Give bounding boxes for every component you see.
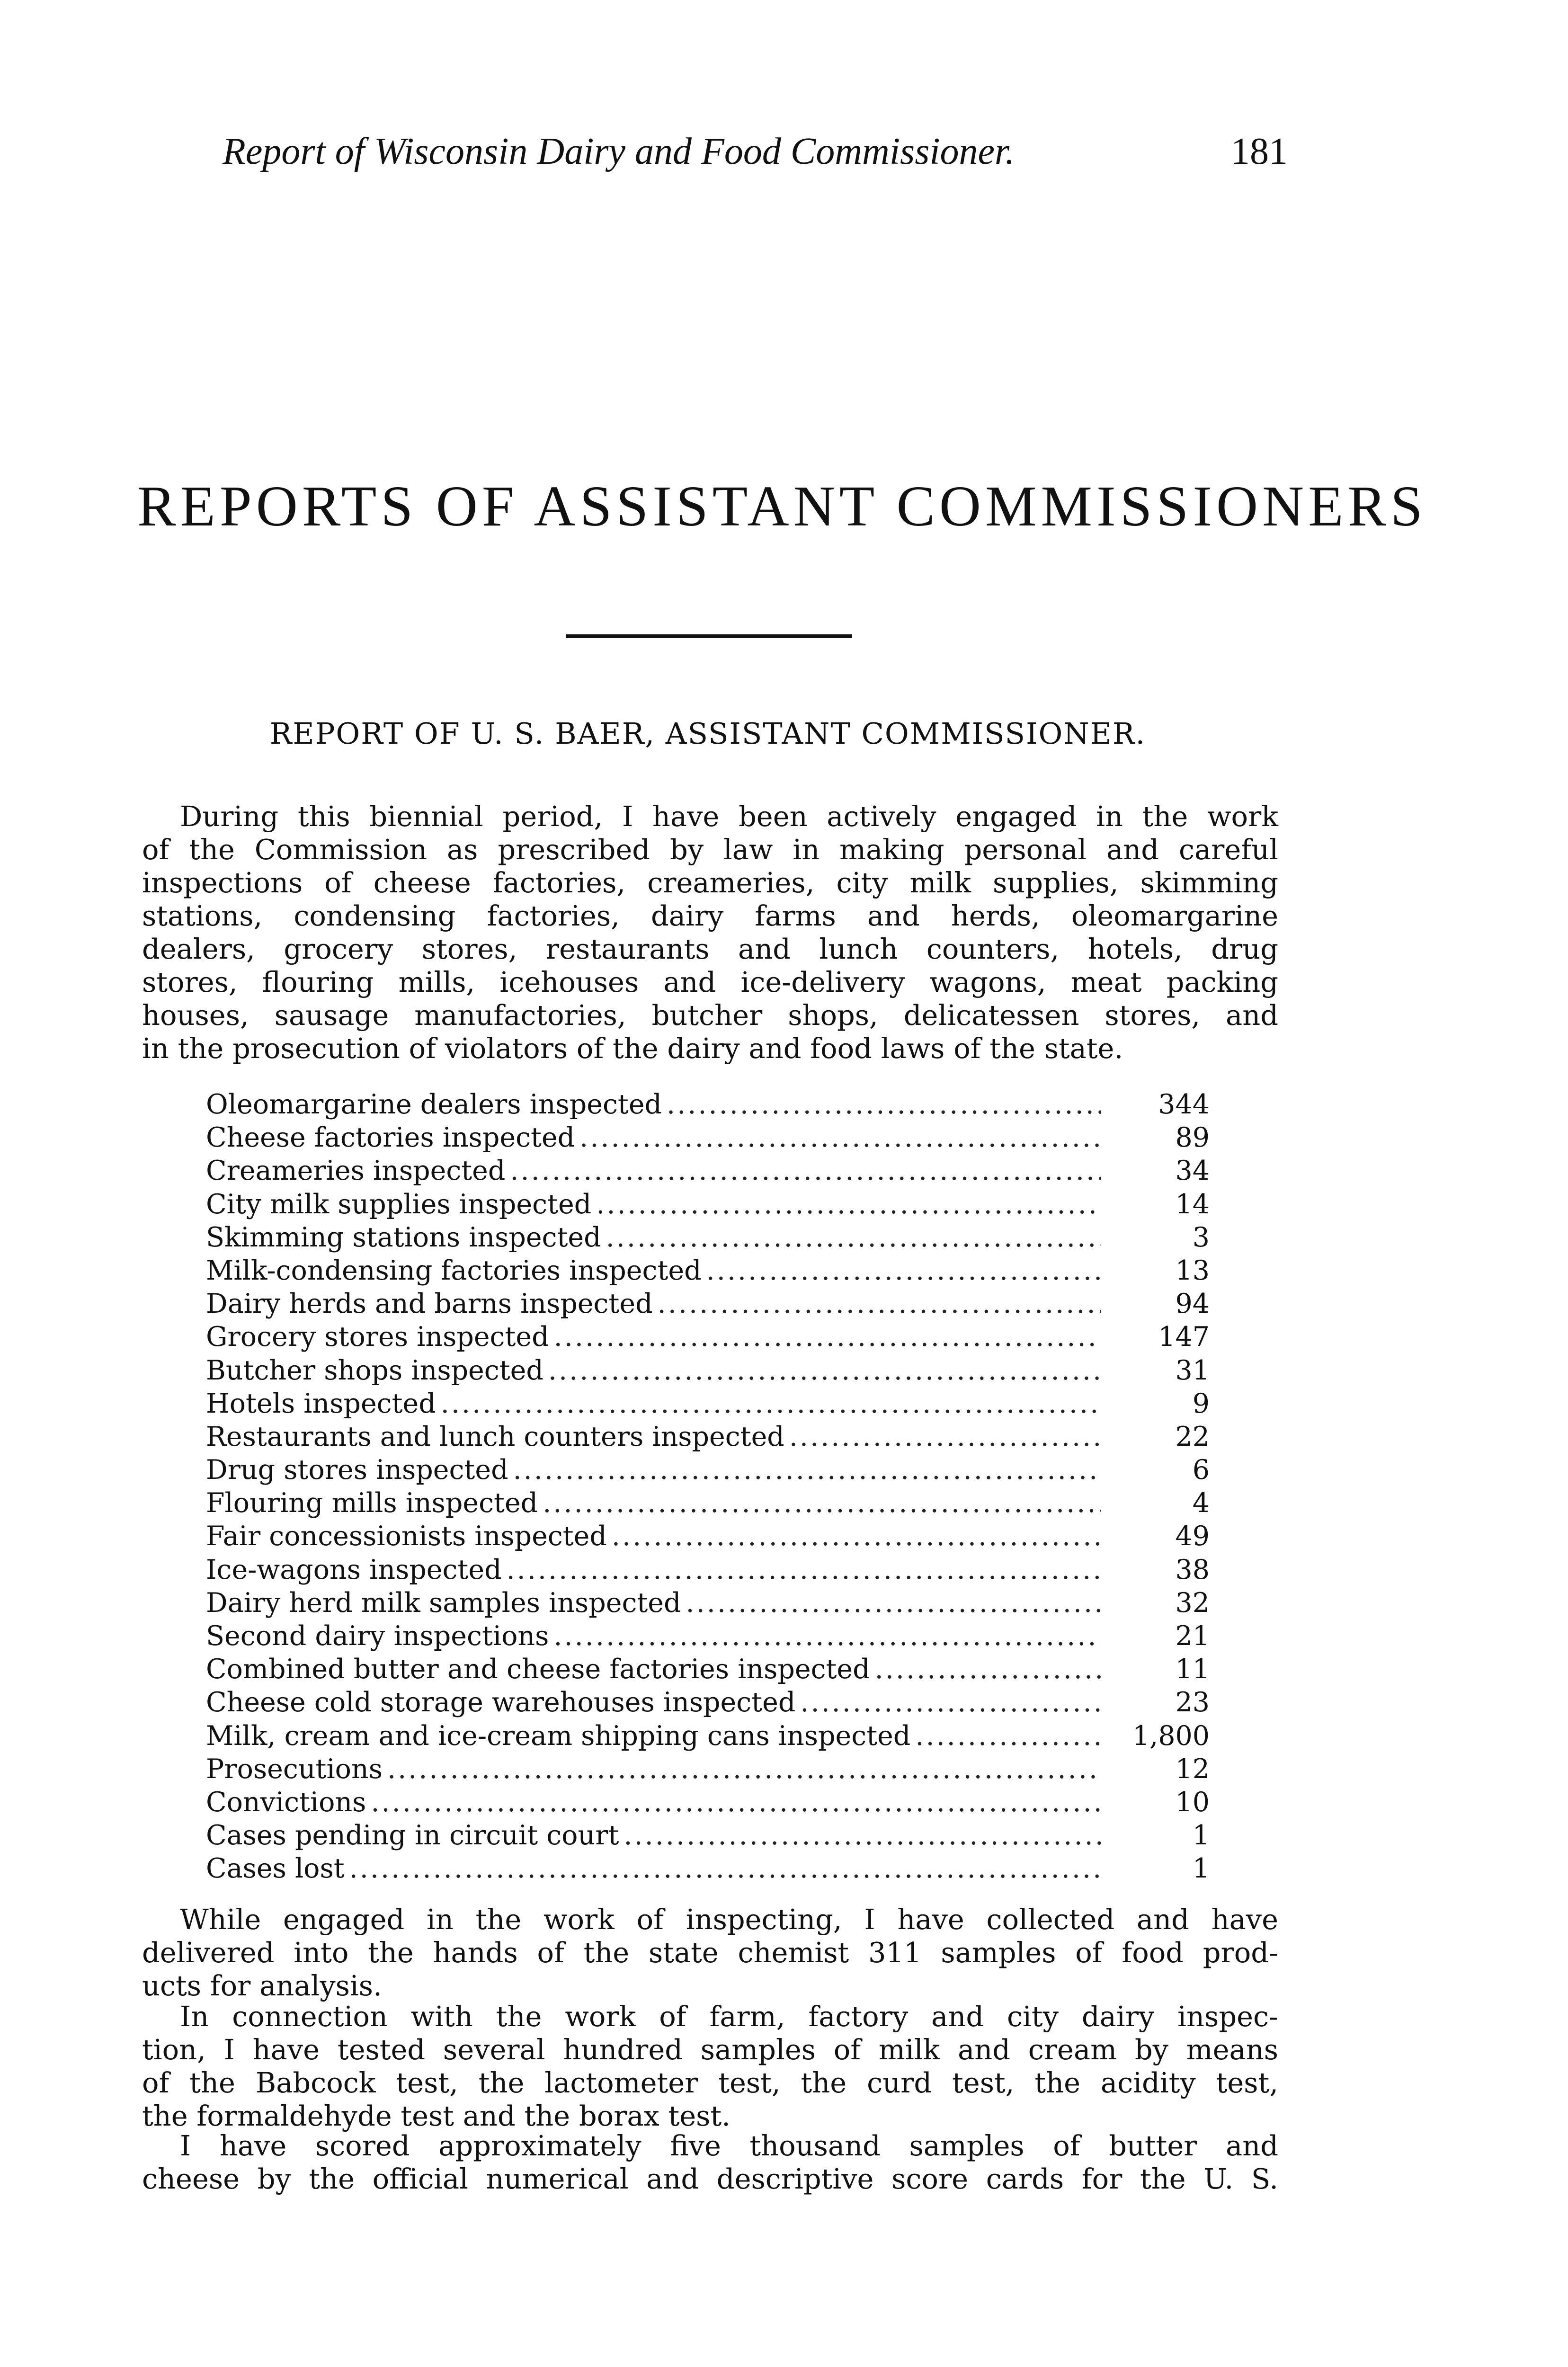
- stat-value: 6: [1192, 1454, 1210, 1486]
- paragraph-line: houses, sausage manufactories, butcher shops, delicatessen stores, and: [142, 999, 1278, 1032]
- running-title: Report of Wisconsin Dairy and Food Commissioner.: [223, 131, 1015, 172]
- stat-label: Combined butter and cheese factories inspected: [206, 1654, 870, 1685]
- stat-value: 89: [1175, 1122, 1210, 1154]
- stat-value: 344: [1158, 1089, 1210, 1120]
- stat-label: Fair concessionists inspected: [206, 1521, 607, 1552]
- stat-value: 32: [1175, 1587, 1210, 1619]
- stat-label: Drug stores inspected: [206, 1454, 508, 1486]
- dot-leader: [507, 1553, 1101, 1586]
- paragraph-line: ucts for analysis.: [142, 1969, 382, 2002]
- dot-leader: [624, 1819, 1101, 1852]
- stat-row: [206, 1553, 1210, 1586]
- dot-leader: [612, 1520, 1101, 1553]
- stat-row: [206, 1586, 1210, 1620]
- dot-leader: [606, 1221, 1101, 1254]
- paragraph-line: While engaged in the work of inspecting, I have collected and have: [180, 1903, 1278, 1936]
- stat-value: 10: [1175, 1786, 1210, 1818]
- stat-label: Restaurants and lunch counters inspected: [206, 1421, 784, 1452]
- stat-label: City milk supplies inspected: [206, 1188, 592, 1220]
- dot-leader: [513, 1453, 1101, 1486]
- dot-leader: [543, 1486, 1101, 1520]
- paragraph-line: the formaldehyde test and the borax test.: [142, 2100, 731, 2132]
- dot-leader: [875, 1653, 1101, 1686]
- paragraph-line: in the prosecution of violators of the dairy and food laws of the state.: [142, 1032, 1123, 1065]
- stat-row: [206, 1154, 1210, 1187]
- stat-value: 14: [1175, 1188, 1210, 1220]
- paragraph-line: inspections of cheese factories, creameries, city milk supplies, skimming: [142, 866, 1278, 899]
- dot-leader: [800, 1686, 1101, 1719]
- stat-label: Cheese factories inspected: [206, 1122, 575, 1154]
- stat-row: [206, 1354, 1210, 1387]
- stat-row: [206, 1188, 1210, 1221]
- stat-row: [206, 1620, 1210, 1653]
- stat-row: [206, 1819, 1210, 1852]
- stat-label: Milk, cream and ice-cream shipping cans inspected: [206, 1720, 911, 1752]
- stat-label: Second dairy inspections: [206, 1620, 549, 1652]
- dot-leader: [510, 1154, 1101, 1187]
- stat-label: Ice-wagons inspected: [206, 1554, 502, 1585]
- stat-value: 23: [1175, 1687, 1210, 1718]
- stat-value: 21: [1175, 1620, 1210, 1652]
- paragraph-line: During this biennial period, I have been actively engaged in the work: [180, 800, 1278, 833]
- dot-leader: [387, 1753, 1101, 1786]
- stat-row: [206, 1753, 1210, 1786]
- paragraph-line: of the Commission as prescribed by law in making personal and careful: [142, 833, 1278, 866]
- stat-label: Cases lost: [206, 1853, 345, 1885]
- stat-row: [206, 1420, 1210, 1453]
- stat-row: [206, 1686, 1210, 1719]
- paragraph-line: of the Babcock test, the lactometer test, the curd test, the acidity test,: [142, 2066, 1278, 2099]
- page-number: 181: [1231, 131, 1288, 172]
- stat-label: Butcher shops inspected: [206, 1354, 543, 1386]
- stat-row: [206, 1453, 1210, 1486]
- dot-leader: [548, 1354, 1101, 1387]
- paragraph-line: I have scored approximately five thousand samples of butter and: [180, 2129, 1278, 2162]
- stat-label: Dairy herds and barns inspected: [206, 1288, 653, 1320]
- paragraph-line: dealers, grocery stores, restaurants and lunch counters, hotels, drug: [142, 933, 1278, 965]
- paragraph-line: stores, flouring mills, icehouses and ice-delivery wagons, meat packing: [142, 966, 1278, 998]
- stat-row: [206, 1653, 1210, 1686]
- stat-value: 49: [1175, 1521, 1210, 1552]
- stat-row: [206, 1254, 1210, 1287]
- dot-leader: [658, 1287, 1101, 1320]
- stat-label: Milk-condensing factories inspected: [206, 1255, 702, 1286]
- section-title: REPORTS OF ASSISTANT COMMISSIONERS: [137, 474, 1427, 538]
- stat-value: 22: [1175, 1421, 1210, 1452]
- stat-value: 13: [1175, 1255, 1210, 1286]
- stat-value: 1: [1192, 1853, 1210, 1885]
- paragraph-line: delivered into the hands of the state chemist 311 samples of food prod-: [142, 1936, 1278, 1969]
- dot-leader: [706, 1254, 1101, 1287]
- dot-leader: [579, 1121, 1101, 1154]
- stat-label: Dairy herd milk samples inspected: [206, 1587, 681, 1619]
- stat-label: Prosecutions: [206, 1753, 383, 1785]
- inspection-statistics-table: [206, 1088, 1210, 1886]
- report-title: REPORT OF U. S. BAER, ASSISTANT COMMISSIONER.: [269, 716, 1146, 751]
- stat-value: 9: [1192, 1388, 1210, 1419]
- dot-leader: [789, 1420, 1101, 1453]
- dot-leader: [554, 1320, 1101, 1353]
- paragraph-line: stations, condensing factories, dairy farms and herds, oleomargarine: [142, 899, 1278, 932]
- paragraph-line: cheese by the official numerical and descriptive score cards for the U. S.: [142, 2162, 1278, 2195]
- stat-row: [206, 1221, 1210, 1254]
- dot-leader: [441, 1387, 1101, 1420]
- paragraph-line: In connection with the work of farm, factory and city dairy inspec-: [180, 2000, 1278, 2033]
- stat-value: 1,800: [1132, 1720, 1210, 1752]
- dot-leader: [686, 1586, 1101, 1620]
- stat-row: [206, 1088, 1210, 1121]
- dot-leader: [553, 1620, 1101, 1653]
- stat-value: 147: [1158, 1321, 1210, 1353]
- stat-row: [206, 1486, 1210, 1520]
- stat-label: Cheese cold storage warehouses inspected: [206, 1687, 796, 1718]
- closing-paragraph: [142, 1903, 1278, 2002]
- stat-label: Skimming stations inspected: [206, 1221, 601, 1253]
- stat-label: Oleomargarine dealers inspected: [206, 1089, 662, 1120]
- dot-leader: [915, 1719, 1101, 1753]
- intro-paragraph: [142, 800, 1278, 1065]
- stat-value: 4: [1192, 1487, 1210, 1519]
- stat-row: [206, 1287, 1210, 1320]
- stat-row: [206, 1719, 1210, 1753]
- stat-label: Flouring mills inspected: [206, 1487, 538, 1519]
- dot-leader: [596, 1188, 1101, 1221]
- stat-row: [206, 1520, 1210, 1553]
- stat-label: Grocery stores inspected: [206, 1321, 549, 1353]
- paragraph-line: tion, I have tested several hundred samples of milk and cream by means: [142, 2033, 1278, 2066]
- dot-leader: [349, 1852, 1101, 1885]
- stat-value: 1: [1192, 1820, 1210, 1851]
- stat-label: Hotels inspected: [206, 1388, 436, 1419]
- stat-row: [206, 1320, 1210, 1353]
- stat-value: 34: [1175, 1155, 1210, 1187]
- stat-value: 12: [1175, 1753, 1210, 1785]
- stat-label: Cases pending in circuit court: [206, 1820, 619, 1851]
- dot-leader: [371, 1786, 1101, 1819]
- running-header: [223, 128, 1288, 175]
- stat-label: Convictions: [206, 1786, 366, 1818]
- stat-value: 38: [1175, 1554, 1210, 1585]
- closing-paragraph: [142, 2000, 1278, 2133]
- stat-value: 3: [1192, 1221, 1210, 1253]
- title-divider: [566, 634, 852, 638]
- stat-row: [206, 1852, 1210, 1885]
- stat-row: [206, 1121, 1210, 1154]
- stat-row: [206, 1387, 1210, 1420]
- stat-value: 94: [1175, 1288, 1210, 1320]
- stat-value: 31: [1175, 1354, 1210, 1386]
- dot-leader: [667, 1088, 1101, 1121]
- closing-paragraph: [142, 2129, 1278, 2196]
- stat-value: 11: [1175, 1654, 1210, 1685]
- stat-label: Creameries inspected: [206, 1155, 506, 1187]
- stat-row: [206, 1786, 1210, 1819]
